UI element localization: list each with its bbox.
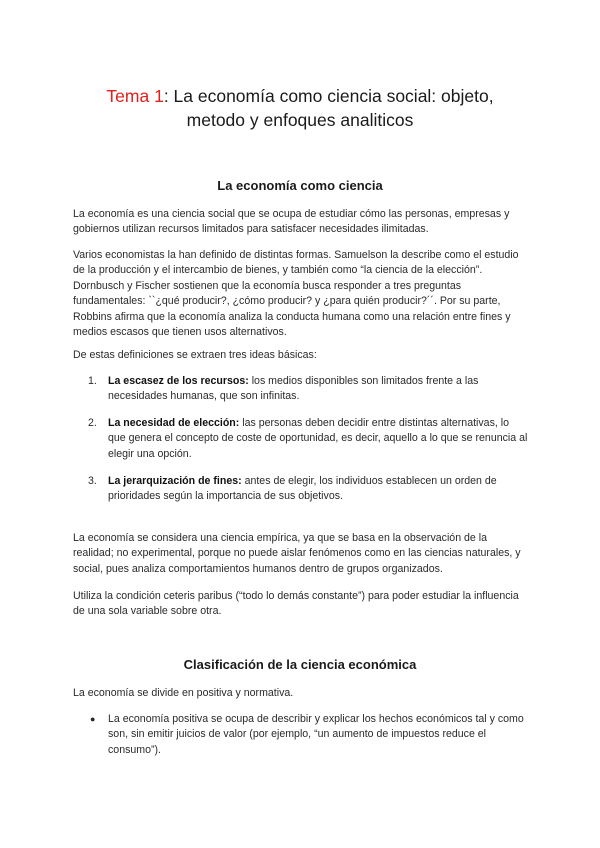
section2-paragraph-1: La economía se divide en positiva y normativa. (73, 687, 294, 699)
section1-paragraph-2: Varios economistas la han definido de distintas formas. Samuelson la describe como el estudio de la producción y el intercambio de bienes, y también como “la ciencia de la elección”. Dornbusch y Fischer sostienen que la economía busca responder a tres preguntas fundamentales: ``¿qué producir?, ¿cómo producir? y ¿para quién producir?´´. Por su parte, Robbins afirma que la economía analiza la conducta humana como una relación entre fines y medios escasos que tienen usos alternativos. (73, 249, 519, 339)
title-line2: metodo y enfoques analiticos (186, 110, 414, 130)
bullet-dot-icon: ● (90, 714, 96, 724)
section2-heading: Clasificación de la ciencia económica (183, 657, 417, 672)
list-number: 3. (88, 475, 97, 487)
document-title (60, 84, 540, 132)
list-item (88, 374, 528, 405)
list-item-title: La necesidad de elección: (108, 417, 240, 429)
bullet-item (88, 712, 528, 758)
list-item-text: los medios disponibles son limitados frente a las necesidades humanas, que son infinitas. (108, 375, 479, 403)
list-item (88, 416, 528, 462)
title-line1: : La economía como ciencia social: objeto, (163, 86, 494, 106)
section1-heading: La economía como ciencia (217, 178, 383, 193)
section1-paragraph-5: Utiliza la condición ceteris paribus (“todo lo demás constante”) para poder estudiar la influencia de una sola variable sobre otra. (73, 590, 519, 618)
list-item-text: las personas deben decidir entre distintas alternativas, lo que genera el concepto de coste de oportunidad, es decir, aquello a lo que se renuncia al elegir una opción. (108, 417, 528, 460)
section1-paragraph-4: La economía se considera una ciencia empírica, ya que se basa en la observación de la realidad; no experimental, porque no puede aislar fenómenos como en las ciencias naturales, y social, pues analiza comportamientos humanos dentro de grupos organizados. (73, 532, 521, 575)
bullet-text: La economía positiva se ocupa de describir y explicar los hechos económicos tal y como son, sin emitir juicios de valor (por ejemplo, “un aumento de impuestos reduce el consumo”). (108, 713, 524, 756)
title-prefix: Tema 1 (106, 86, 164, 106)
section1-paragraph-3: De estas definiciones se extraen tres ideas básicas: (73, 349, 317, 361)
list-number: 1. (88, 375, 97, 387)
section1-paragraph-1: La economía es una ciencia social que se ocupa de estudiar cómo las personas, empresas y gobiernos utilizan recursos limitados para satisfacer necesidades ilimitadas. (73, 208, 510, 236)
list-item (88, 474, 528, 505)
list-item-title: La jerarquización de fines: (108, 475, 242, 487)
list-item-text: antes de elegir, los individuos establecen un orden de prioridades según la importancia de sus objetivos. (108, 475, 497, 503)
list-number: 2. (88, 417, 97, 429)
list-item-title: La escasez de los recursos: (108, 375, 249, 387)
